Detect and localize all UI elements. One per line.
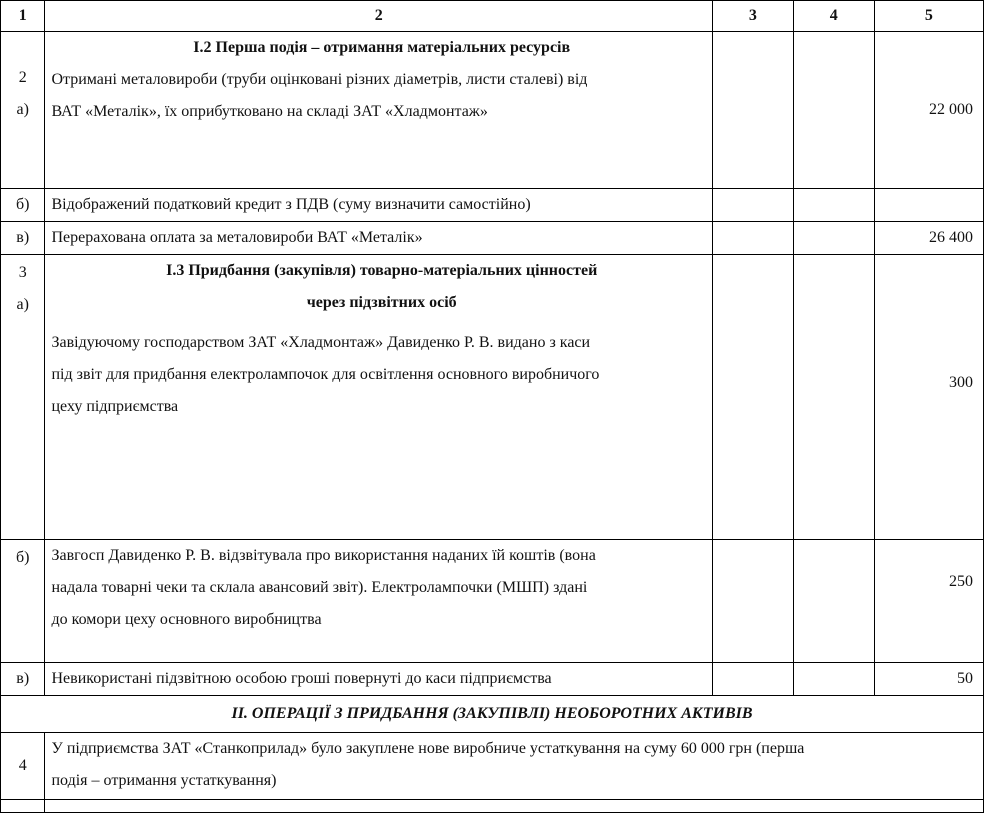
header-col-1: 1	[1, 1, 45, 32]
debit-cell	[712, 32, 793, 189]
description-line: Завідуючому господарством ЗАТ «Хладмонтаж» Давиденко Р. В. видано з каси	[51, 334, 591, 351]
header-col-5: 5	[874, 1, 983, 32]
row-sub-letter: в)	[1, 222, 45, 255]
row-number-cell	[1, 255, 45, 540]
row-number: 2	[18, 69, 27, 86]
debit-cell	[712, 255, 793, 540]
row-sub-letter: б)	[1, 189, 45, 222]
credit-cell	[793, 663, 874, 696]
section-heading: ІІ. ОПЕРАЦІЇ З ПРИДБАННЯ (ЗАКУПІВЛІ) НЕОБОРОТНИХ АКТИВІВ	[1, 696, 984, 733]
table-row	[1, 222, 984, 255]
description-cell	[45, 255, 712, 540]
amount-cell: 250	[874, 540, 983, 663]
description-line: до комори цеху основного виробництва	[51, 611, 322, 628]
table-row	[1, 32, 984, 189]
row-sub-letter: а)	[16, 296, 29, 313]
table-row	[1, 540, 984, 663]
empty-cell	[1, 800, 45, 813]
table-row	[1, 255, 984, 540]
description-line: ВАТ «Металік», їх оприбутковано на складі ЗАТ «Хладмонтаж»	[51, 103, 488, 120]
debit-cell	[712, 663, 793, 696]
table-row-partial	[1, 800, 984, 813]
credit-cell	[793, 540, 874, 663]
row-sub-letter: а)	[16, 101, 29, 118]
credit-cell	[793, 189, 874, 222]
amount-cell	[874, 32, 983, 189]
header-row	[1, 1, 984, 32]
header-col-3: 3	[712, 1, 793, 32]
debit-cell	[712, 189, 793, 222]
amount-cell: 26 400	[874, 222, 983, 255]
empty-cell	[45, 800, 984, 813]
description-line: надала товарні чеки та склала авансовий звіт). Електролампочки (МШП) здані	[51, 579, 588, 596]
amount-cell: 300	[874, 255, 983, 540]
subsection-title: І.2 Перша подія – отримання матеріальних ресурсів	[193, 39, 571, 56]
description-line: Отримані металовироби (труби оцінковані різних діаметрів, листи сталеві) від	[51, 71, 588, 88]
amount-cell: 50	[874, 663, 983, 696]
credit-cell	[793, 32, 874, 189]
credit-cell	[793, 222, 874, 255]
header-col-4: 4	[793, 1, 874, 32]
debit-cell	[712, 540, 793, 663]
section-heading-row	[1, 696, 984, 733]
row-number: 4	[1, 733, 45, 800]
credit-cell	[793, 255, 874, 540]
description-cell: Перерахована оплата за металовироби ВАТ «Металік»	[45, 222, 712, 255]
row-sub-letter: в)	[1, 663, 45, 696]
row-sub-letter: б)	[1, 540, 45, 663]
row-number: 3	[18, 264, 27, 281]
description-cell	[45, 540, 712, 663]
description-line: Завгосп Давиденко Р. В. відзвітувала про використання наданих їй коштів (вона	[51, 547, 596, 564]
header-col-2: 2	[45, 1, 712, 32]
table-row	[1, 733, 984, 800]
amount-cell	[874, 189, 983, 222]
row-number-cell	[1, 32, 45, 189]
amount-value: 22 000	[929, 101, 973, 118]
subsection-title-cont: через підзвітних осіб	[306, 294, 457, 311]
description-line: подія – отримання устаткування)	[51, 772, 277, 789]
description-line: цеху підприємства	[51, 398, 179, 415]
table-row	[1, 663, 984, 696]
description-cell: Відображений податковий кредит з ПДВ (суму визначити самостійно)	[45, 189, 712, 222]
description-line: під звіт для придбання електролампочок для освітлення основного виробничого	[51, 366, 600, 383]
subsection-title: І.3 Придбання (закупівля) товарно-матеріальних цінностей	[166, 262, 598, 279]
description-cell: Невикористані підзвітною особою гроші повернуті до каси підприємства	[45, 663, 712, 696]
description-cell	[45, 733, 984, 800]
description-cell	[45, 32, 712, 189]
table-row	[1, 189, 984, 222]
description-line: У підприємства ЗАТ «Станкоприлад» було закуплене нове виробниче устаткування на суму 60 000 грн (перша	[51, 740, 805, 757]
debit-cell	[712, 222, 793, 255]
